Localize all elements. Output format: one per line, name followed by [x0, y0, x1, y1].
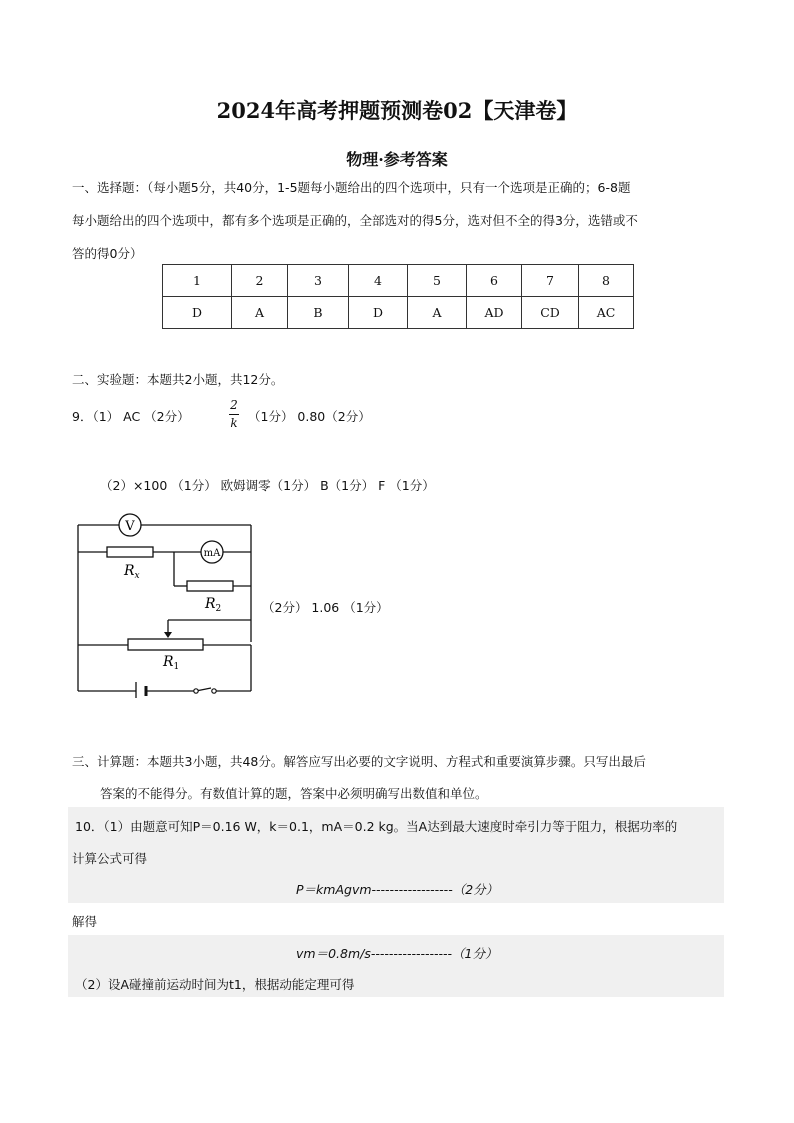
table-cell: D: [163, 297, 232, 329]
rx-letter: R: [124, 563, 135, 579]
q9-fraction-numerator: 2: [230, 398, 238, 412]
section1-line1: 一、选择题：（每小题5分，共40分，1-5题每小题给出的四个选项中，只有一个选项是正确的；6-8题: [72, 180, 631, 195]
table-cell: 8: [579, 265, 634, 297]
q10-equation-1: P＝kmAgvm------------------（2分）: [296, 882, 499, 897]
r1-label: [162, 654, 179, 672]
q9-fraction-denominator: k: [230, 416, 238, 430]
resistor-rx: [107, 547, 153, 557]
answer-table-answer-row: [163, 297, 634, 329]
q10-part2: （2）设A碰撞前运动时间为t1，根据动能定理可得: [75, 977, 355, 992]
table-cell: AD: [467, 297, 522, 329]
r1-subscript: 1: [173, 662, 180, 672]
section2-heading: 二、实验题：本题共2小题，共12分。: [72, 372, 284, 387]
rheostat-r1: [128, 639, 203, 650]
table-cell: 4: [349, 265, 408, 297]
q9-part1-suffix: （1分） 0.80（2分）: [248, 409, 371, 424]
table-cell: 1: [163, 265, 232, 297]
table-cell: B: [288, 297, 349, 329]
table-cell: 3: [288, 265, 349, 297]
q9-circuit-score: （2分） 1.06 （1分）: [262, 600, 389, 615]
table-cell: 2: [232, 265, 288, 297]
table-cell: D: [349, 297, 408, 329]
page-title: 2024年高考押题预测卷02【天津卷】: [216, 98, 578, 123]
table-cell: A: [232, 297, 288, 329]
resistor-r2: [187, 581, 233, 591]
milliammeter-symbol: mA: [203, 548, 221, 559]
q10-line1: 10．（1）由题意可知P＝0.16 W，k＝0.1，mA＝0.2 kg。当A达到最大速度时牵引力等于阻力，根据功率的: [75, 819, 678, 834]
q10-equation-2: vm＝0.8m/s------------------（1分）: [296, 946, 498, 961]
section1-line3: 答的得0分）: [72, 246, 143, 261]
r1-letter: R: [163, 654, 174, 670]
q10-solve-label: 解得: [72, 914, 98, 929]
rx-subscript: x: [134, 571, 140, 581]
table-cell: 7: [522, 265, 579, 297]
r2-subscript: 2: [215, 604, 222, 614]
q9-part1-prefix: 9．（1） AC （2分）: [72, 409, 190, 424]
q9-fraction-bar: [229, 414, 239, 415]
section1-line2: 每小题给出的四个选项中，都有多个选项是正确的，全部选对的得5分，选对但不全的得3分，选错或不: [72, 213, 638, 228]
section3-line1: 三、计算题：本题共3小题，共48分。解答应写出必要的文字说明、方程式和重要演算步骤。只写出最后: [72, 754, 646, 769]
section3-line2: 答案的不能得分。有数值计算的题，答案中必须明确写出数值和单位。: [100, 786, 488, 801]
q10-line2: 计算公式可得: [72, 851, 148, 866]
answer-table-number-row: [163, 265, 634, 297]
switch-pivot: [194, 689, 198, 693]
rx-label: [123, 563, 140, 581]
table-cell: 5: [408, 265, 467, 297]
page-subtitle: 物理·参考答案: [346, 150, 448, 169]
table-cell: 6: [467, 265, 522, 297]
r2-letter: R: [205, 596, 216, 612]
circuit-diagram: [70, 508, 260, 698]
switch-contact: [212, 689, 216, 693]
r2-label: [204, 596, 221, 614]
q9-part2: （2）×100 （1分） 欧姆调零（1分） B（1分） F （1分）: [100, 478, 435, 493]
voltmeter-symbol: V: [125, 519, 135, 534]
rheostat-slider-arrow: [164, 632, 172, 638]
answer-table: [162, 264, 634, 329]
table-cell: A: [408, 297, 467, 329]
table-cell: CD: [522, 297, 579, 329]
table-cell: AC: [579, 297, 634, 329]
